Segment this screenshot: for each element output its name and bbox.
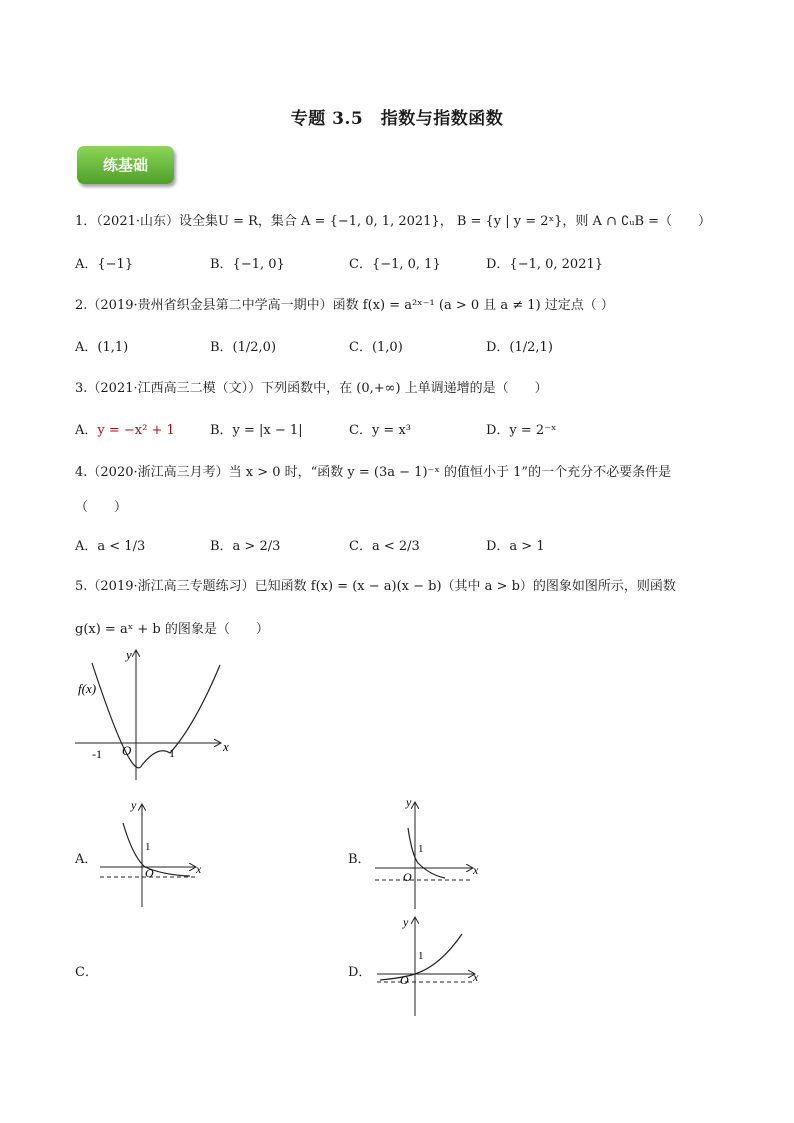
q5-option-b: B． — [348, 852, 371, 867]
b-curve — [408, 828, 445, 878]
fx-graph — [70, 645, 240, 785]
fx-x-label: x — [223, 739, 229, 754]
q2-option-d: D．(1/2,1) — [486, 340, 553, 355]
q3-option-a — [75, 419, 175, 438]
q1-option-d: D．{−1, 0, 2021} — [486, 257, 604, 272]
d-tick-1: 1 — [418, 950, 424, 962]
option-b-graph — [370, 793, 485, 911]
a-x-label: x — [196, 862, 202, 876]
a-origin: O — [145, 866, 154, 880]
option-a-graph — [95, 795, 210, 910]
page-title: 专题 3.5 指数与指数函数 — [290, 109, 504, 129]
fx-tick-1: 1 — [169, 746, 175, 760]
option-d-graph — [372, 912, 487, 1022]
fx-y-label: y — [126, 647, 132, 662]
d-x-label: x — [473, 970, 479, 984]
d-y-label: y — [403, 915, 409, 929]
q5-option-a: A． — [75, 852, 98, 867]
fx-curve — [92, 663, 220, 768]
d-origin: O — [400, 973, 409, 987]
q1-option-a: A．{−1} — [75, 257, 134, 272]
q4-text: 4.（2020·浙江高三月考）当 x > 0 时，“函数 y = (3a − 1)⁻ˣ 的值恒小于 1”的一个充分不必要条件是 — [75, 465, 672, 480]
q1-text: 1．（2021·山东）设全集U = R，集合 A = {−1, 0, 1, 2021}， B = {y | y = 2ˣ}，则 A ∩ ∁ᵤB =（ ） — [75, 214, 712, 229]
fx-label: f(x) — [78, 681, 97, 696]
q4-option-a: A．a < 1/3 — [75, 539, 146, 554]
fx-origin: O — [122, 743, 132, 758]
b-x-label: x — [473, 863, 479, 877]
q5-text2: g(x) = aˣ + b 的图象是（ ） — [75, 622, 269, 637]
q2-option-a: A．(1,1) — [75, 340, 129, 355]
q4-option-c: C．a < 2/3 — [349, 539, 420, 554]
a-y-label: y — [131, 798, 137, 812]
a-curve — [123, 823, 190, 876]
q5-option-c: C． — [75, 965, 98, 980]
q5-option-d: D． — [348, 965, 372, 980]
b-tick-1: 1 — [418, 843, 424, 855]
q2-text: 2.（2019·贵州省织金县第二中学高一期中）函数 f(x) = a²ˣ⁻¹ (a > 0 且 a ≠ 1) 过定点（ ） — [75, 298, 614, 313]
q2-option-b: B．(1/2,0) — [210, 340, 277, 355]
section-badge: 练基础 — [77, 146, 174, 184]
q4-paren: （ ） — [75, 500, 128, 515]
q5-text: 5.（2019·浙江高三专题练习）已知函数 f(x) = (x − a)(x − b)（其中 a > b）的图象如图所示，则函数 — [75, 579, 676, 594]
q2-option-c: C．(1,0) — [349, 340, 403, 355]
q3-text: 3.（2021·江西高三二模（文））下列函数中，在 (0,+∞) 上单调递增的是（ ） — [75, 381, 548, 396]
q3-option-b: B．y = |x − 1| — [210, 423, 303, 438]
q3-option-c: C．y = x³ — [349, 423, 411, 438]
q4-option-b: B．a > 2/3 — [210, 539, 281, 554]
q1-option-c: C．{−1, 0, 1} — [349, 257, 441, 272]
q1-option-b: B．{−1, 0} — [210, 257, 285, 272]
q4-option-d: D．a > 1 — [486, 539, 545, 554]
b-y-label: y — [406, 795, 412, 809]
q3-option-a-expr: y = −x² + 1 — [97, 423, 175, 438]
q3-option-d: D．y = 2⁻ˣ — [486, 423, 557, 438]
b-origin: O — [403, 870, 412, 884]
fx-tick-neg1: -1 — [92, 747, 102, 761]
a-tick-1: 1 — [145, 841, 151, 853]
q3-option-a-label: A． — [75, 423, 98, 438]
